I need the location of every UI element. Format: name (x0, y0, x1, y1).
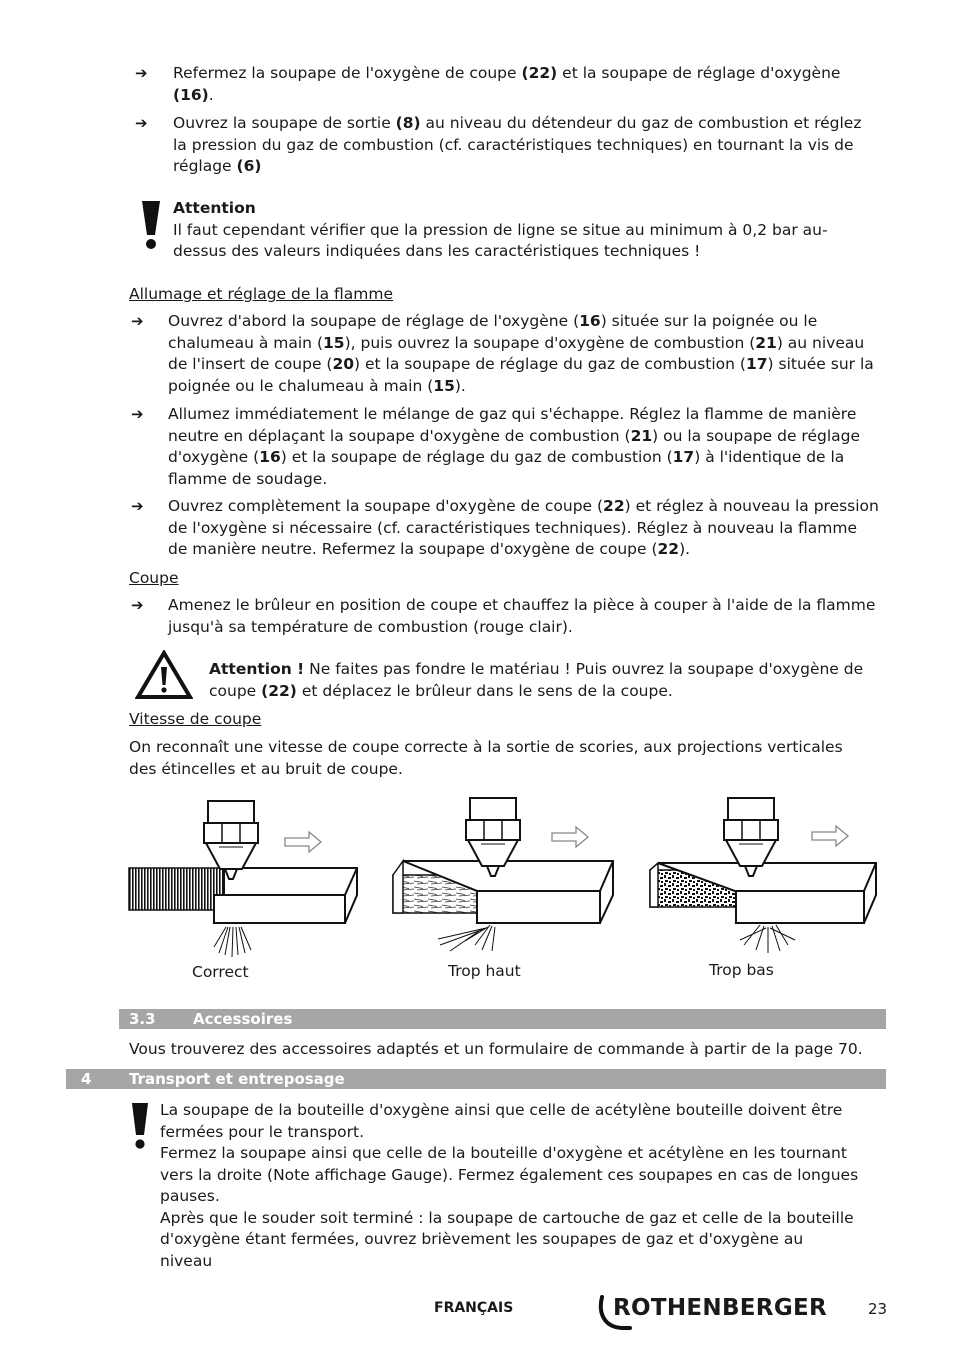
ref: 21 (630, 426, 653, 445)
warning-title: Attention ! (209, 660, 305, 678)
attention-note (173, 198, 863, 263)
exclamation-icon (130, 1103, 150, 1149)
section-number: 3.3 (129, 1010, 156, 1028)
transport-line: La soupape de la bouteille d'oxygène ainsi que celle de acétylène bouteille doivent être fermées pour le transport. (160, 1101, 843, 1141)
text: au niveau du détendeur du gaz de combustion et réglez la pression du gaz de combustion (cf. caractéristiques techniques) en tournant la vis de réglage (173, 114, 862, 175)
exclamation-icon (140, 201, 162, 249)
text: et déplacez le brûleur dans le sens de la coupe. (296, 681, 673, 700)
section-bar-transport (66, 1069, 886, 1089)
section-title: Accessoires (193, 1010, 293, 1028)
ref: 17 (672, 448, 695, 466)
coupe-warning (209, 659, 879, 702)
text: ) au niveau de l'insert de coupe ( (168, 333, 865, 373)
ref: 15 (323, 333, 345, 352)
text: ) ou la soupape de réglage d'oxygène ( (168, 426, 861, 466)
ref: 20 (332, 355, 355, 373)
allumage-step-3 (168, 496, 880, 561)
arrow-icon: ➔ (131, 596, 144, 614)
ref: 15 (433, 376, 455, 395)
ref: 22 (603, 497, 625, 515)
page-number: 23 (868, 1300, 888, 1318)
text: Ouvrez complètement la soupape d'oxygène de coupe ( (168, 497, 604, 515)
transport-note (160, 1100, 860, 1272)
ref: 16 (579, 312, 601, 330)
text: . (208, 85, 214, 104)
text: ), puis ouvrez la soupape d'oxygène de combustion ( (344, 333, 756, 352)
text: ) située sur la poignée ou le chalumeau à main ( (168, 355, 874, 395)
section-title: Transport et entreposage (129, 1070, 345, 1088)
text: Ne faites pas fondre le matériau ! Puis ouvrez la soupape d'oxygène de coupe (209, 660, 864, 700)
text: et la soupape de réglage d'oxygène (557, 64, 841, 82)
ref: 22 (657, 540, 680, 558)
text: Refermez la soupape de l'oxygène de coupe (173, 64, 522, 82)
intro-step-1 (173, 63, 873, 106)
allumage-step-2 (168, 404, 873, 490)
ref: (22) (261, 681, 297, 700)
footer-language: FRANÇAIS (434, 1300, 514, 1316)
vitesse-text: On reconnaît une vitesse de coupe correcte à la sortie de scories, aux projections verticales des étincelles et au bruit de coupe. (129, 738, 843, 778)
text: ) à l'identique de la flamme de soudage. (168, 448, 845, 488)
ref: (16) (173, 85, 209, 104)
caption-trop-bas: Trop bas (709, 961, 774, 979)
arrow-icon: ➔ (135, 64, 148, 82)
text: ) et la soupape de réglage du gaz de combustion ( (354, 355, 746, 373)
intro-step-2 (173, 113, 868, 178)
text: ). (679, 540, 691, 558)
text: ) située sur la poignée ou le chalumeau à main ( (168, 312, 818, 352)
text: Ouvrez d'abord la soupape de réglage de l'oxygène ( (168, 312, 580, 330)
text: Allumez immédiatement le mélange de gaz qui s'échappe. Réglez la flamme de manière neutre en déplaçant la soupape d'oxygène de combustion ( (168, 405, 857, 445)
text: ) et la soupape de réglage du gaz de combustion ( (280, 448, 673, 466)
text: ). (454, 376, 466, 395)
text: Ouvrez la soupape de sortie (173, 114, 396, 132)
heading-coupe: Coupe (129, 569, 179, 587)
transport-line: Fermez la soupape ainsi que celle de la bouteille d'oxygène et acétylène en les tournant vers la droite (Note affichage Gauge). Fermez également ces soupapes en cas de longues pauses. (160, 1144, 859, 1205)
heading-allumage: Allumage et réglage de la flamme (129, 285, 394, 303)
brand-logo: ROTHENBERGER (613, 1295, 828, 1321)
section-number: 4 (81, 1070, 92, 1088)
attention-title: Attention (173, 199, 256, 217)
transport-line: Après que le souder soit terminé : la soupape de cartouche de gaz et celle de la bouteille d'oxygène étant fermées, ouvrez brièvement les soupapes de gaz et d'oxygène au niveau (160, 1208, 854, 1270)
section-bar-accessoires (119, 1009, 886, 1029)
arrow-icon: ➔ (131, 312, 144, 330)
text: ) et réglez à nouveau la pression de l'oxygène si nécessaire (cf. caractéristiques techniques). Réglez à nouveau la flamme de manière neutre. Refermez la soupape d'oxygène de coupe ( (168, 497, 879, 558)
arrow-icon: ➔ (131, 405, 144, 423)
coupe-step: Amenez le brûleur en position de coupe et chauffez la pièce à couper à l'aide de la flamme jusqu'à sa température de combustion (rouge clair). (168, 596, 876, 636)
ref: (8) (395, 114, 421, 132)
arrow-icon: ➔ (131, 497, 144, 515)
allumage-step-1 (168, 311, 880, 397)
accessoires-text: Vous trouverez des accessoires adaptés et un formulaire de commande à partir de la page 70. (129, 1040, 863, 1058)
heading-vitesse: Vitesse de coupe (129, 710, 262, 728)
ref: (22) (521, 64, 558, 82)
warning-triangle-icon (135, 650, 193, 700)
ref: 21 (755, 333, 777, 352)
caption-correct: Correct (192, 963, 249, 981)
ref: (6) (236, 157, 262, 175)
caption-trop-haut: Trop haut (448, 962, 521, 980)
attention-text: Il faut cependant vérifier que la pression de ligne se situe au minimum à 0,2 bar au-dessus des valeurs indiquées dans les caractéristiques techniques ! (173, 220, 828, 260)
ref: 17 (745, 355, 768, 373)
ref: 16 (259, 448, 281, 466)
arrow-icon: ➔ (135, 114, 148, 132)
cutting-speed-illustrations (120, 795, 890, 965)
